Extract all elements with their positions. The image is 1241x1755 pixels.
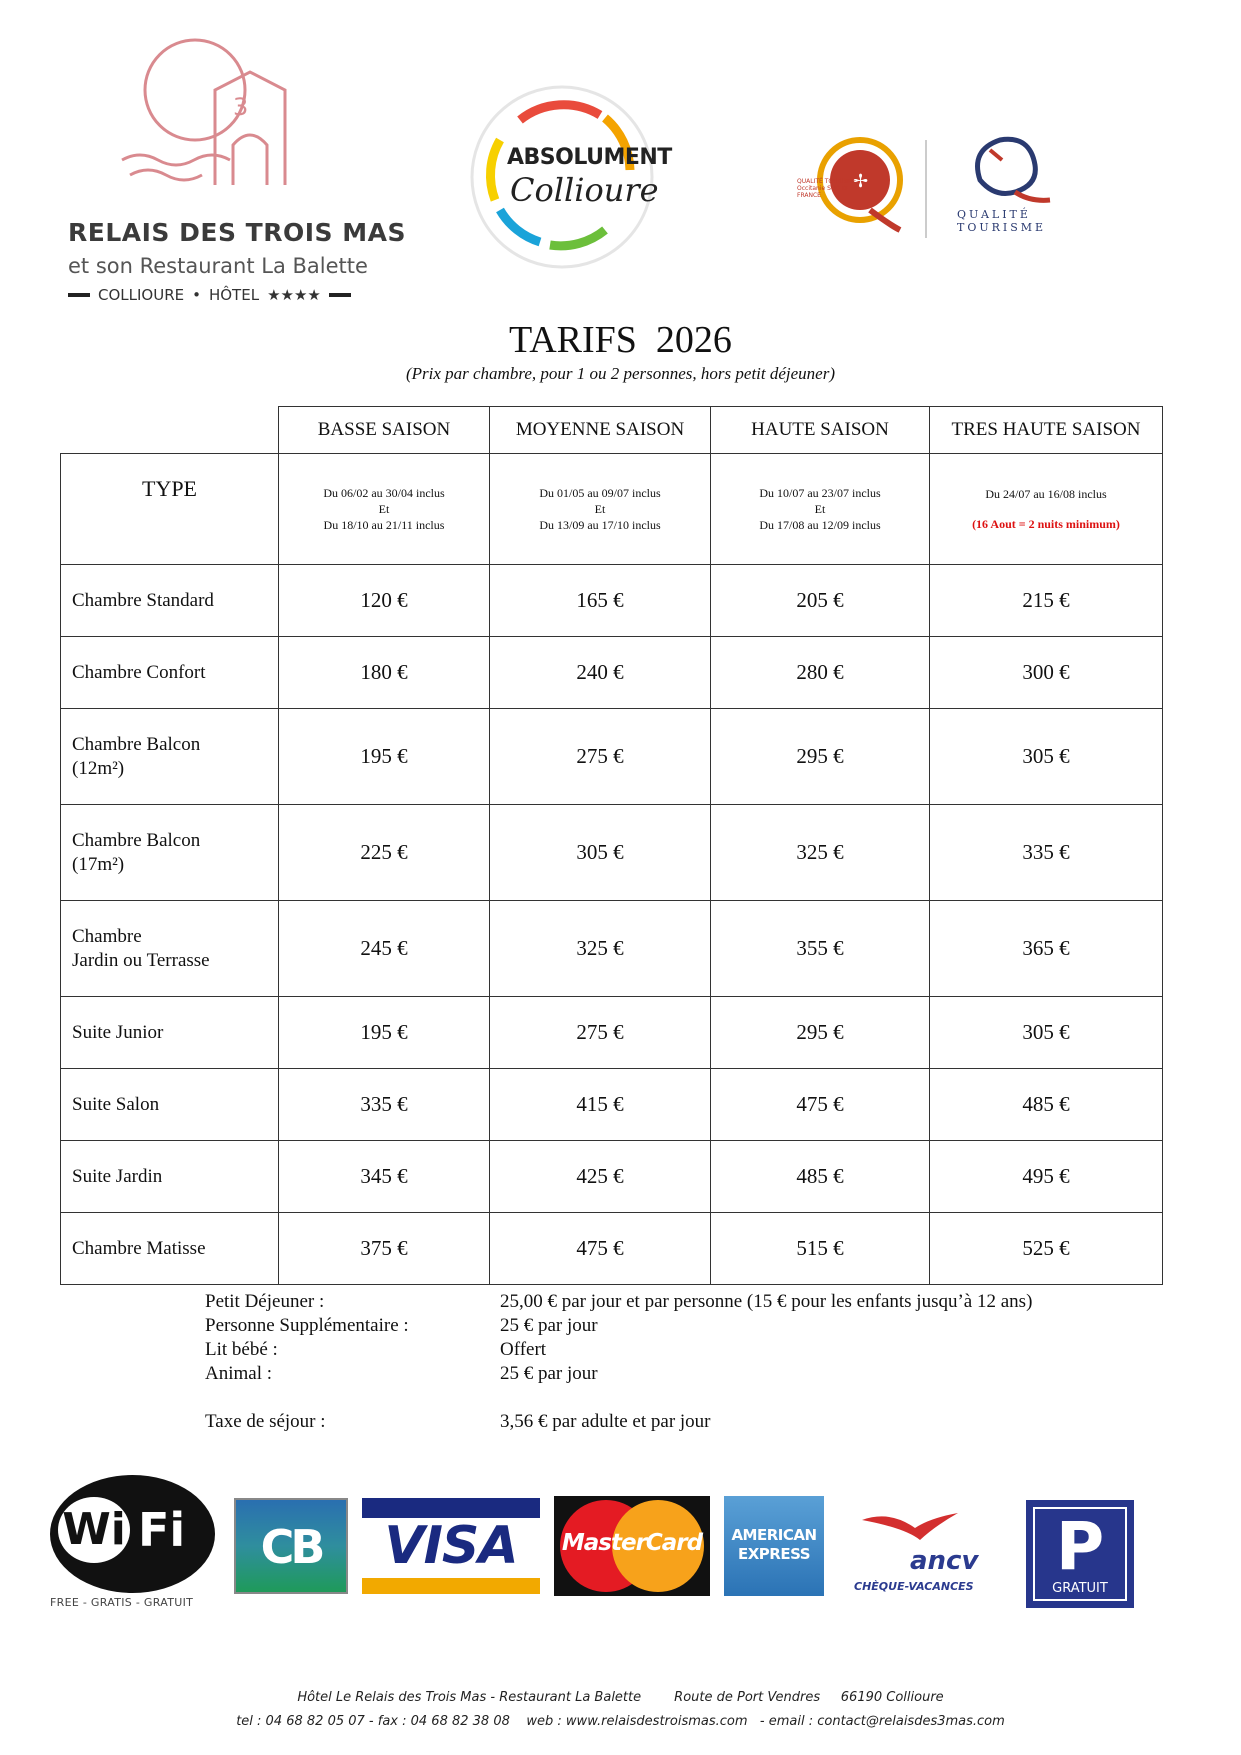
- dates-basse: [279, 454, 490, 565]
- room-type-cell: [61, 805, 279, 901]
- extra-label: Personne Supplémentaire :: [205, 1315, 409, 1336]
- type-header: TYPE: [61, 454, 279, 565]
- absolument-text: ABSOLUMENT: [507, 145, 672, 170]
- room-type-name: Chambre Balcon: [72, 829, 201, 851]
- table-row: [61, 901, 1163, 997]
- svg-text:3: 3: [233, 93, 249, 121]
- dates-row: [61, 454, 1163, 565]
- table-row: [61, 997, 1163, 1069]
- dates-line: Du 24/07 au 16/08 inclus: [985, 487, 1107, 501]
- page-title: TARIFS 2026: [509, 319, 732, 361]
- room-type-name: Chambre Balcon: [72, 733, 201, 755]
- relais-house-icon: [120, 30, 340, 215]
- room-type-detail: Jardin ou Terrasse: [72, 949, 210, 971]
- relais-tagline: [68, 286, 351, 304]
- price-cell: 375 €: [279, 1213, 490, 1285]
- dates-et: Et: [814, 502, 826, 516]
- extra-value: 25,00 € par jour et par personne (15 € pour les enfants jusqu’à 12 ans): [500, 1291, 1033, 1312]
- collioure-text: Collioure: [510, 171, 659, 209]
- price-cell: 275 €: [490, 709, 711, 805]
- minimum-stay-note: (16 Aout = 2 nuits minimum): [972, 517, 1120, 531]
- wifi-free-text: FREE - GRATIS - GRATUIT: [50, 1596, 194, 1609]
- season-haute: HAUTE SAISON: [711, 407, 930, 454]
- visa-card-logo: [362, 1498, 540, 1594]
- mastercard-logo: [554, 1496, 710, 1596]
- dates-haute: [711, 454, 930, 565]
- qualite-tourisme-icon: [960, 130, 1060, 210]
- dates-line: Du 01/05 au 09/07 inclus: [539, 486, 661, 500]
- tarif-table: [60, 406, 1163, 1285]
- qualite-tourisme-text: [957, 208, 1046, 234]
- wifi-fi-text: Fi: [138, 1503, 186, 1557]
- dates-line: Du 18/10 au 21/11 inclus: [323, 518, 445, 532]
- qualite-tourisme-logos: [795, 130, 1075, 250]
- price-cell: 515 €: [711, 1213, 930, 1285]
- price-cell: 355 €: [711, 901, 930, 997]
- room-type-name: Suite Junior: [72, 1021, 164, 1043]
- extra-value: 3,56 € par adulte et par jour: [500, 1411, 711, 1432]
- price-cell: 120 €: [279, 565, 490, 637]
- table-row: [61, 709, 1163, 805]
- extra-label: Animal :: [205, 1363, 273, 1384]
- amex-line1: AMERICAN: [731, 1526, 817, 1544]
- room-type-cell: [61, 1069, 279, 1141]
- price-cell: 495 €: [930, 1141, 1163, 1213]
- room-type-cell: [61, 997, 279, 1069]
- relais-name: RELAIS DES TROIS MAS: [68, 218, 406, 247]
- parking-free-text: GRATUIT: [1052, 1581, 1108, 1596]
- room-type-name: Chambre Standard: [72, 589, 214, 611]
- price-cell: 195 €: [279, 997, 490, 1069]
- room-type-detail: (17m²): [72, 853, 125, 875]
- relais-logo: [60, 30, 406, 310]
- room-type-cell: [61, 901, 279, 997]
- blank-corner: [61, 407, 279, 454]
- visa-gold-band: [362, 1578, 540, 1594]
- amex-text: [724, 1526, 824, 1564]
- season-header-row: [61, 407, 1163, 454]
- price-cell: 325 €: [711, 805, 930, 901]
- table-row: [61, 565, 1163, 637]
- room-type-cell: [61, 709, 279, 805]
- svg-text:✢: ✢: [853, 171, 869, 192]
- footer-address: Hôtel Le Relais des Trois Mas - Restaurant La Balette Route de Port Vendres 66190 Collioure: [297, 1690, 944, 1705]
- dates-moyenne: [490, 454, 711, 565]
- price-cell: 415 €: [490, 1069, 711, 1141]
- price-cell: 305 €: [930, 997, 1163, 1069]
- price-cell: 325 €: [490, 901, 711, 997]
- american-express-logo: [724, 1496, 824, 1596]
- extra-label: Taxe de séjour :: [205, 1411, 326, 1432]
- extra-label: Lit bébé :: [205, 1339, 278, 1360]
- extra-value: Offert: [500, 1339, 547, 1360]
- price-cell: 225 €: [279, 805, 490, 901]
- room-type-name: Suite Salon: [72, 1093, 160, 1115]
- dash-right: [329, 293, 351, 297]
- price-cell: 305 €: [490, 805, 711, 901]
- ancv-text: ancv: [910, 1546, 979, 1576]
- amex-line2: EXPRESS: [737, 1545, 811, 1563]
- relais-hotel: HÔTEL: [208, 286, 260, 304]
- absolument-collioure-logo: [460, 80, 670, 275]
- dash-left: [68, 293, 90, 297]
- parking-logo: [1026, 1500, 1134, 1608]
- cb-text: CB: [260, 1520, 322, 1574]
- dates-line: Du 13/09 au 17/10 inclus: [539, 518, 661, 532]
- price-cell: 215 €: [930, 565, 1163, 637]
- price-cell: 475 €: [490, 1213, 711, 1285]
- cb-card-logo: [234, 1498, 348, 1594]
- price-cell: 525 €: [930, 1213, 1163, 1285]
- price-cell: 180 €: [279, 637, 490, 709]
- room-type-cell: [61, 565, 279, 637]
- dates-tres-haute: [930, 454, 1163, 565]
- price-cell: 425 €: [490, 1141, 711, 1213]
- room-type-cell: [61, 1213, 279, 1285]
- price-cell: 280 €: [711, 637, 930, 709]
- room-type-name: Chambre Confort: [72, 661, 206, 683]
- price-cell: 335 €: [930, 805, 1163, 901]
- room-type-detail: (12m²): [72, 757, 125, 779]
- table-row: [61, 1141, 1163, 1213]
- relais-place: COLLIOURE: [98, 286, 185, 304]
- table-row: [61, 805, 1163, 901]
- logo-divider: [925, 140, 927, 238]
- visa-blue-band: [362, 1498, 540, 1518]
- table-row: [61, 1069, 1163, 1141]
- qualite-occitanie-text: QUALITÉ TOURISME Occitanie SUD DE FRANCE: [797, 178, 857, 199]
- relais-sep: •: [192, 286, 201, 304]
- season-basse: BASSE SAISON: [279, 407, 490, 454]
- room-type-name: Chambre: [72, 925, 142, 947]
- dates-line: Du 10/07 au 23/07 inclus: [759, 486, 881, 500]
- wifi-wi-text: Wi: [58, 1497, 130, 1563]
- visa-text: VISA: [384, 1516, 518, 1576]
- page-subtitle: (Prix par chambre, pour 1 ou 2 personnes, hors petit déjeuner): [405, 364, 836, 383]
- season-moyenne: MOYENNE SAISON: [490, 407, 711, 454]
- price-cell: 205 €: [711, 565, 930, 637]
- wifi-badge: [50, 1475, 215, 1593]
- price-cell: 195 €: [279, 709, 490, 805]
- footer-contact: tel : 04 68 82 05 07 - fax : 04 68 82 38 08 web : www.relaisdestroismas.com - email : contact@relaisdes3mas.com: [236, 1714, 1005, 1729]
- price-cell: 295 €: [711, 709, 930, 805]
- price-cell: 245 €: [279, 901, 490, 997]
- price-cell: 335 €: [279, 1069, 490, 1141]
- price-cell: 275 €: [490, 997, 711, 1069]
- relais-subtitle: et son Restaurant La Balette: [68, 254, 368, 278]
- parking-icon: P: [1055, 1508, 1105, 1585]
- dates-et: Et: [378, 502, 390, 516]
- room-type-name: Suite Jardin: [72, 1165, 163, 1187]
- tourisme-word: TOURISME: [957, 221, 1047, 234]
- price-cell: 300 €: [930, 637, 1163, 709]
- room-type-name: Chambre Matisse: [72, 1237, 206, 1259]
- dates-line: Du 17/08 au 12/09 inclus: [759, 518, 881, 532]
- relais-stars: ★★★★: [267, 286, 321, 304]
- room-type-cell: [61, 1141, 279, 1213]
- extra-label: Petit Déjeuner :: [205, 1291, 325, 1312]
- price-cell: 485 €: [930, 1069, 1163, 1141]
- dates-line: Du 06/02 au 30/04 inclus: [323, 486, 445, 500]
- extra-value: 25 € par jour: [500, 1363, 598, 1384]
- price-cell: 485 €: [711, 1141, 930, 1213]
- price-cell: 345 €: [279, 1141, 490, 1213]
- price-cell: 240 €: [490, 637, 711, 709]
- table-row: [61, 1213, 1163, 1285]
- price-cell: 365 €: [930, 901, 1163, 997]
- mastercard-text: MasterCard: [561, 1530, 703, 1556]
- season-tres-haute: TRES HAUTE SAISON: [930, 407, 1163, 454]
- room-type-cell: [61, 637, 279, 709]
- table-row: [61, 637, 1163, 709]
- price-cell: 305 €: [930, 709, 1163, 805]
- parking-frame: [1033, 1507, 1127, 1601]
- price-cell: 295 €: [711, 997, 930, 1069]
- qualite-word: QUALITÉ: [957, 208, 1031, 221]
- price-cell: 165 €: [490, 565, 711, 637]
- extra-value: 25 € par jour: [500, 1315, 598, 1336]
- wifi-logo: [50, 1475, 220, 1615]
- price-cell: 475 €: [711, 1069, 930, 1141]
- ancv-cheque-text: CHÈQUE-VACANCES: [854, 1580, 974, 1593]
- dates-et: Et: [594, 502, 606, 516]
- ancv-logo: [850, 1508, 980, 1598]
